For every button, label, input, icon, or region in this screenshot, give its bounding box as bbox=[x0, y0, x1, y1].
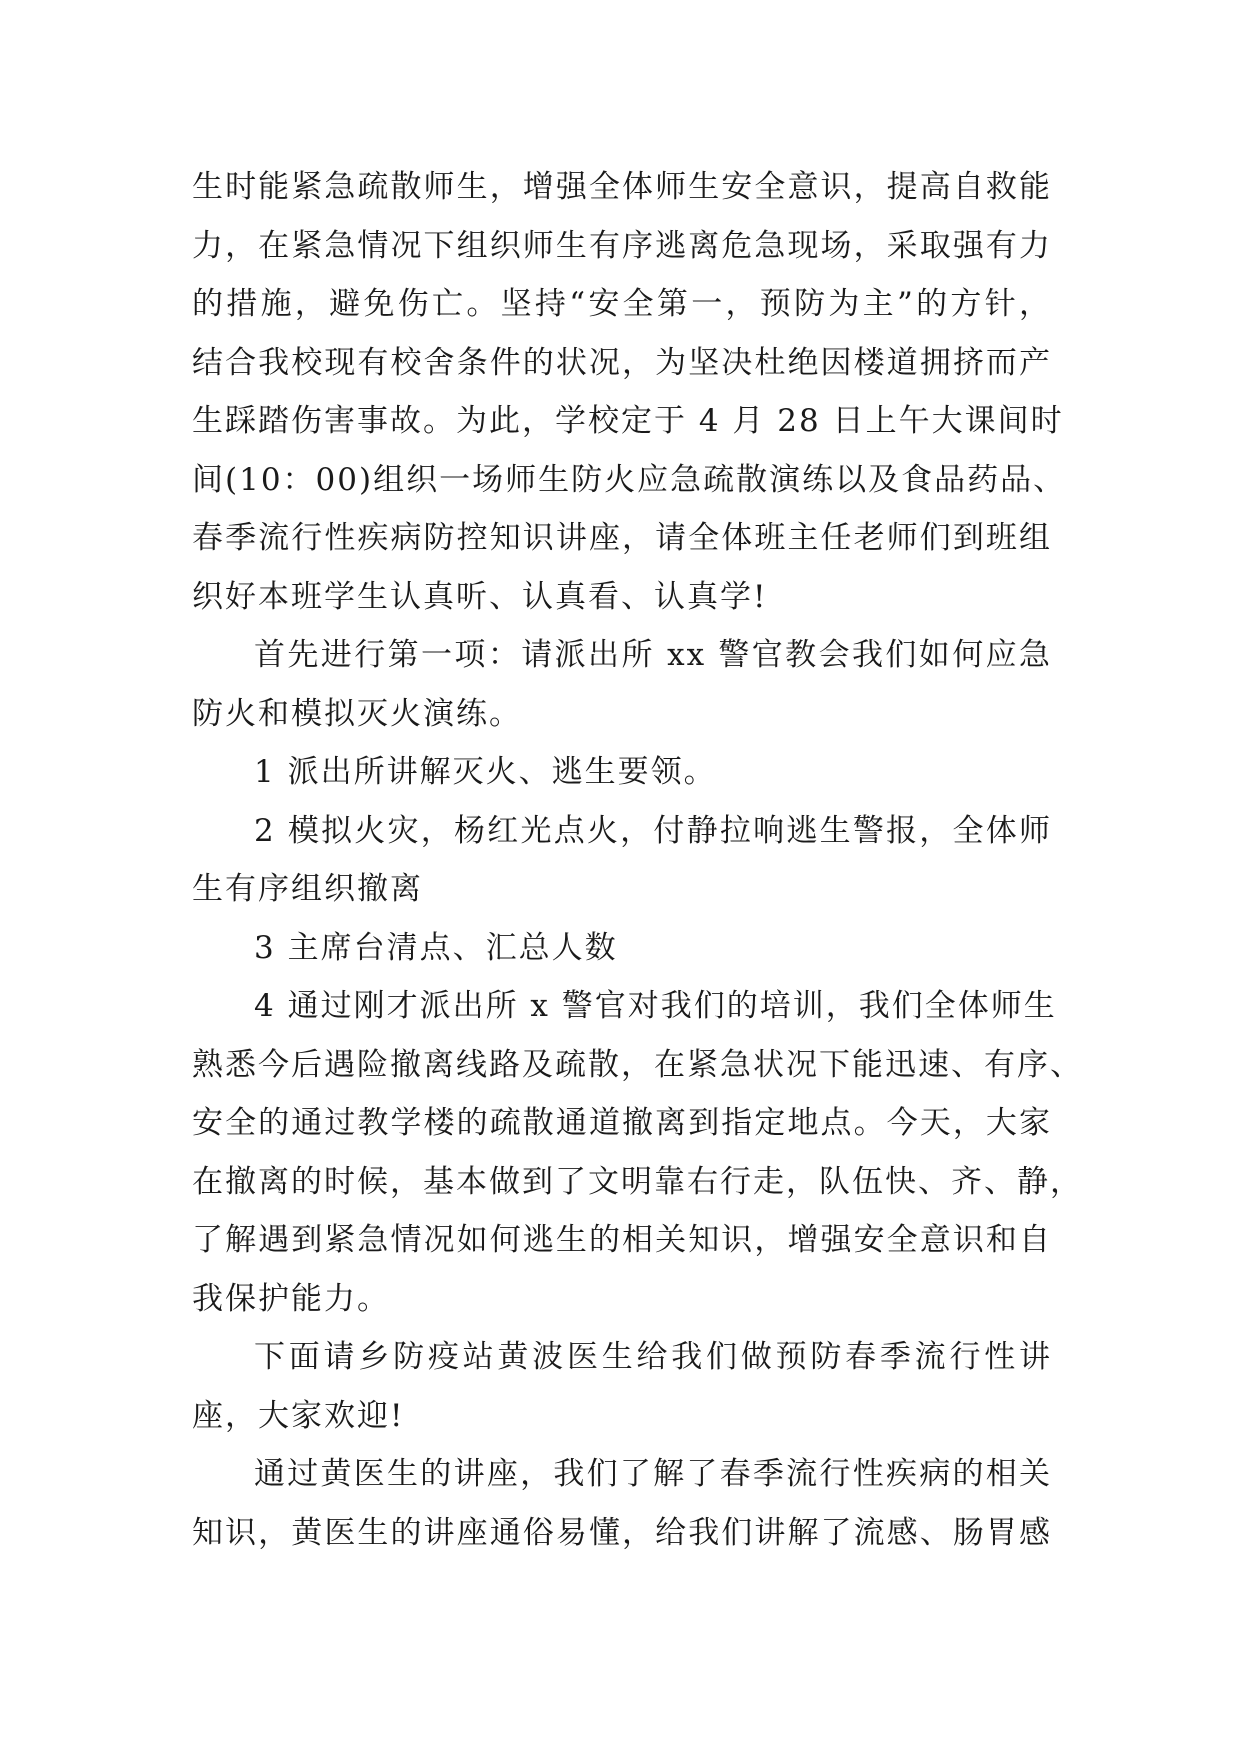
text-line: 了解遇到紧急情况如何逃生的相关知识，增强安全意识和自 bbox=[192, 1222, 1052, 1258]
text-line: 1 派出所讲解灭火、逃生要领。 bbox=[254, 754, 717, 790]
document-body bbox=[192, 158, 1083, 1562]
text-line: 4 通过刚才派出所 x 警官对我们的培训，我们全体师生 bbox=[254, 988, 1057, 1024]
text-line: 生时能紧急疏散师生，增强全体师生安全意识，提高自救能 bbox=[192, 169, 1052, 205]
text-line: 的措施，避免伤亡。坚持“安全第一，预防为主”的方针， bbox=[192, 286, 1052, 322]
text-line: 3 主席台清点、汇总人数 bbox=[254, 929, 618, 966]
text-line: 生有序组织撤离 bbox=[192, 871, 423, 907]
text-line: 力，在紧急情况下组织师生有序逃离危急现场，采取强有力 bbox=[192, 227, 1052, 264]
text-line: 生踩踏伤害事故。为此，学校定于 4 月 28 日上午大课间时 bbox=[192, 403, 1064, 439]
text-line: 织好本班学生认真听、认真看、认真学! bbox=[192, 578, 768, 615]
text-line: 间(10：00)组织一场师生防火应急疏散演练以及食品药品、 bbox=[192, 461, 1067, 498]
text-line: 座，大家欢迎! bbox=[192, 1397, 405, 1434]
text-line: 知识，黄医生的讲座通俗易懂，给我们讲解了流感、肠胃感 bbox=[192, 1514, 1052, 1551]
text-line: 我保护能力。 bbox=[192, 1280, 390, 1317]
text-line: 2 模拟火灾，杨红光点火，付静拉响逃生警报，全体师 bbox=[254, 812, 1052, 849]
text-line: 通过黄医生的讲座，我们了解了春季流行性疾病的相关 bbox=[254, 1456, 1052, 1492]
text-line: 下面请乡防疫站黄波医生给我们做预防春季流行性讲 bbox=[254, 1339, 1052, 1375]
text-line: 安全的通过教学楼的疏散通道撤离到指定地点。今天，大家 bbox=[192, 1105, 1052, 1141]
text-line: 春季流行性疾病防控知识讲座，请全体班主任老师们到班组 bbox=[192, 520, 1052, 556]
text-line: 熟悉今后遇险撤离线路及疏散，在紧急状况下能迅速、有序、 bbox=[192, 1046, 1083, 1083]
text-line: 防火和模拟灭火演练。 bbox=[192, 695, 522, 732]
text-line: 结合我校现有校舍条件的状况，为坚决杜绝因楼道拥挤而产 bbox=[192, 344, 1052, 381]
text-line: 在撤离的时候，基本做到了文明靠右行走，队伍快、齐、静， bbox=[192, 1163, 1083, 1200]
text-line: 首先进行第一项：请派出所 xx 警官教会我们如何应急 bbox=[254, 637, 1052, 673]
